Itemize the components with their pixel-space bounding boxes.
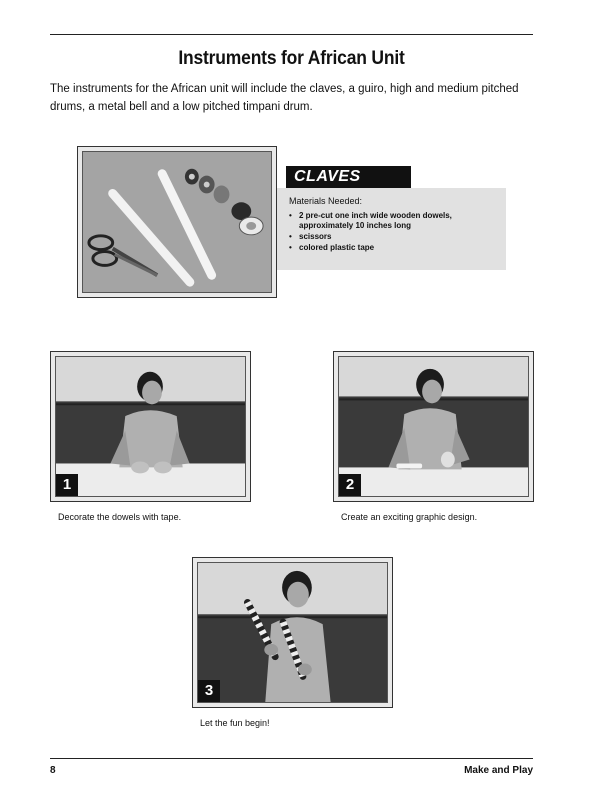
intro-paragraph: The instruments for the African unit will include the claves, a guiro, high and medium pitched drums, a metal bell and a low pitched timpani drum. bbox=[50, 83, 519, 113]
step-3-photo bbox=[192, 557, 393, 708]
step-number-badge: 1 bbox=[56, 474, 78, 496]
materials-box bbox=[277, 188, 506, 270]
step-2-photo bbox=[333, 351, 534, 502]
step-1-caption: Decorate the dowels with tape. bbox=[58, 512, 182, 522]
step-2-caption: Create an exciting graphic design. bbox=[341, 512, 478, 522]
claves-banner-label: CLAVES bbox=[294, 168, 361, 185]
materials-item: • scissors bbox=[289, 232, 494, 242]
materials-heading: Materials Needed: bbox=[289, 196, 363, 206]
step-number-badge: 3 bbox=[198, 680, 220, 702]
claves-banner bbox=[286, 166, 411, 188]
step-number-badge: 2 bbox=[339, 474, 361, 496]
page-title: Instruments for African Unit bbox=[178, 48, 405, 69]
materials-item: • 2 pre-cut one inch wide wooden dowels, approximately 10 inches long bbox=[289, 211, 494, 231]
materials-item: • colored plastic tape bbox=[289, 243, 494, 253]
top-rule bbox=[50, 34, 533, 35]
bottom-rule bbox=[50, 758, 533, 759]
footer-book-title: Make and Play bbox=[464, 765, 533, 776]
step-1-photo bbox=[50, 351, 251, 502]
claves-materials-photo bbox=[77, 146, 277, 298]
step-3-caption: Let the fun begin! bbox=[200, 718, 270, 728]
materials-list bbox=[289, 211, 494, 253]
page-number: 8 bbox=[50, 765, 56, 776]
